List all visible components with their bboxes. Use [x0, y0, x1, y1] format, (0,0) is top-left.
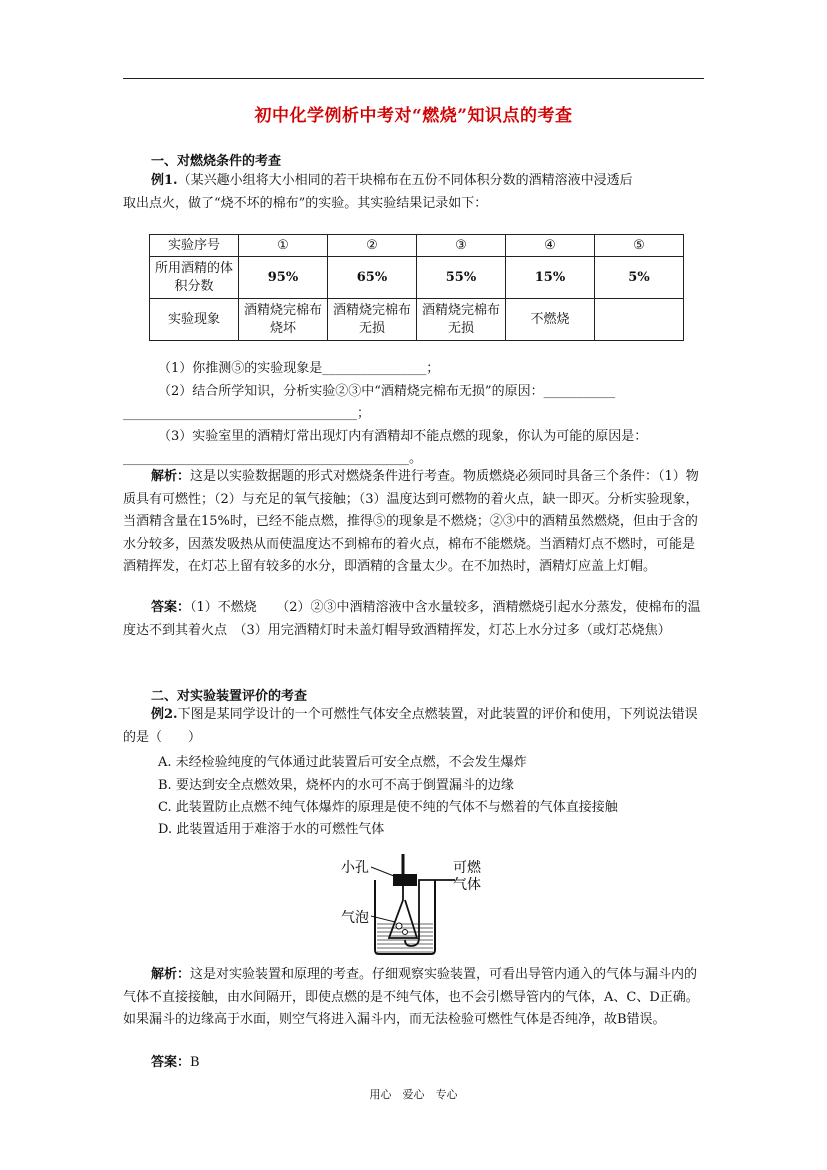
- answer-2-text: B: [190, 1055, 200, 1070]
- analysis-1-text: 这是以实验数据题的形式对燃烧条件进行考查。物质燃烧必须同时具备三个条件：（1）物质具有可燃性；（2）与充足的氧气接触；（3）温度达到可燃物的着火点，缺一即灭。分析实验现象，当酒精含量在15%时，已经不能点燃，推得⑤的现象是不燃烧；②③中的酒精虽然燃烧，但由于含的水分较多，因蒸发吸热从而使温度达不到棉布的着火点，棉布不能燃烧。当酒精灯点不燃时，可能是酒精挥发，在灯芯上留有较多的水分，即酒精的含量太少。在不加热时，酒精灯应盖上灯帽。: [123, 469, 699, 574]
- question-1: （1）你推测⑤的实验现象是________________；: [158, 361, 440, 376]
- analysis-1-label: 解析：: [151, 469, 191, 484]
- row-header-phenomenon: 实验现象: [150, 299, 239, 341]
- answer-2: [123, 1052, 707, 1075]
- table-row: [150, 299, 684, 341]
- header-rule: [123, 78, 704, 79]
- answer-1: [123, 597, 707, 642]
- example1-label: 例1.: [151, 173, 178, 188]
- option-a: A. 未经检验纯度的气体通过此装置后可安全点燃，不会发生爆炸: [158, 755, 527, 770]
- experiment-table: [149, 234, 684, 341]
- question-2-line1: （2）结合所学知识，分析实验②③中“酒精烧完棉布无损”的原因：___________: [158, 384, 616, 399]
- bubble-label: 气泡: [341, 910, 369, 926]
- table-row: [150, 235, 684, 257]
- gas-label-line2: 气体: [453, 877, 481, 893]
- answer-1-label: 答案：: [151, 600, 191, 615]
- option-b: B. 要达到安全点燃效果，烧杯内的水可不高于倒置漏斗的边缘: [158, 778, 514, 793]
- question-3-line1: （3）实验室里的酒精灯常出现灯内有酒精却不能点燃的现象，你认为可能的原因是：: [158, 429, 648, 444]
- option-d: D. 此装置适用于难溶于水的可燃性气体: [158, 822, 385, 837]
- fraction-cell: 5%: [595, 257, 684, 299]
- apparatus-figure: [335, 852, 495, 958]
- hole-label: 小孔: [341, 860, 369, 876]
- serial-cell: ③: [417, 235, 506, 257]
- phenomenon-cell: 酒精烧完棉布烧坏: [239, 299, 328, 341]
- bubble-icon: [396, 923, 402, 929]
- answer-1-text: （1）不燃烧 （2）②③中酒精溶液中含水量较多，酒精燃烧引起水分蒸发，使棉布的温度达不到其着火点 （3）用完酒精灯时未盖灯帽导致酒精挥发，灯芯上水分过多（或灯芯烧焦）: [123, 600, 701, 638]
- fraction-cell: 15%: [506, 257, 595, 299]
- phenomenon-cell: 不燃烧: [506, 299, 595, 341]
- example1-text: [123, 170, 707, 215]
- analysis-2-label: 解析：: [151, 967, 191, 982]
- analysis-2-text: 这是对实验装置和原理的考查。仔细观察实验装置，可看出导管内通入的气体与漏斗内的气体不直接接触，由水间隔开，即使点燃的是不纯气体，也不会引燃导管内的气体，A、C、D正确。如果漏斗的边缘高于水面，则空气将进入漏斗内，而无法检验可燃性气体是否纯净，故B错误。: [123, 967, 699, 1027]
- document-title: 初中化学例析中考对“燃烧”知识点的考查: [254, 106, 573, 126]
- table-row: [150, 257, 684, 299]
- example2-label: 例2.: [151, 707, 178, 722]
- example1-line2: 取出点火，做了“烧不坏的棉布”的实验。其实验结果记录如下：: [123, 195, 488, 211]
- fraction-cell: 65%: [328, 257, 417, 299]
- phenomenon-cell: [595, 299, 684, 341]
- fraction-cell: 95%: [239, 257, 328, 299]
- answer-2-label: 答案：: [151, 1055, 191, 1070]
- row-header-serial: 实验序号: [150, 235, 239, 257]
- serial-cell: ⑤: [595, 235, 684, 257]
- serial-cell: ④: [506, 235, 595, 257]
- stopper-icon: [393, 874, 417, 886]
- serial-cell: ②: [328, 235, 417, 257]
- gas-label-line1: 可燃: [453, 860, 481, 876]
- phenomenon-cell: 酒精烧完棉布无损: [417, 299, 506, 341]
- section1-heading: 一、对燃烧条件的考查: [151, 154, 282, 169]
- section2-heading: 二、对实验装置评价的考查: [151, 689, 308, 704]
- example2-body: 下图是某同学设计的一个可燃性气体安全点燃装置，对此装置的评价和使用，下列说法错误的是（ ）: [123, 707, 698, 745]
- page-footer: 用心 爱心 专心: [369, 1088, 458, 1101]
- bubble-icon: [403, 930, 408, 935]
- analysis-1: [123, 466, 707, 579]
- example2-text: [123, 704, 707, 749]
- analysis-2: [123, 964, 707, 1032]
- serial-cell: ①: [239, 235, 328, 257]
- row-header-fraction: 所用酒精的体积分数: [150, 257, 239, 299]
- phenomenon-cell: 酒精烧完棉布无损: [328, 299, 417, 341]
- fraction-cell: 55%: [417, 257, 506, 299]
- example1-line1: （某兴趣小组将大小相同的若干块棉布在五份不同体积分数的酒精溶液中浸透后: [177, 173, 633, 188]
- question-3-line2: ____________________________________________。: [123, 451, 422, 466]
- question-2-line2: ____________________________________；: [123, 406, 371, 421]
- option-c: C. 此装置防止点燃不纯气体爆炸的原理是使不纯的气体不与燃着的气体直接接触: [158, 800, 618, 815]
